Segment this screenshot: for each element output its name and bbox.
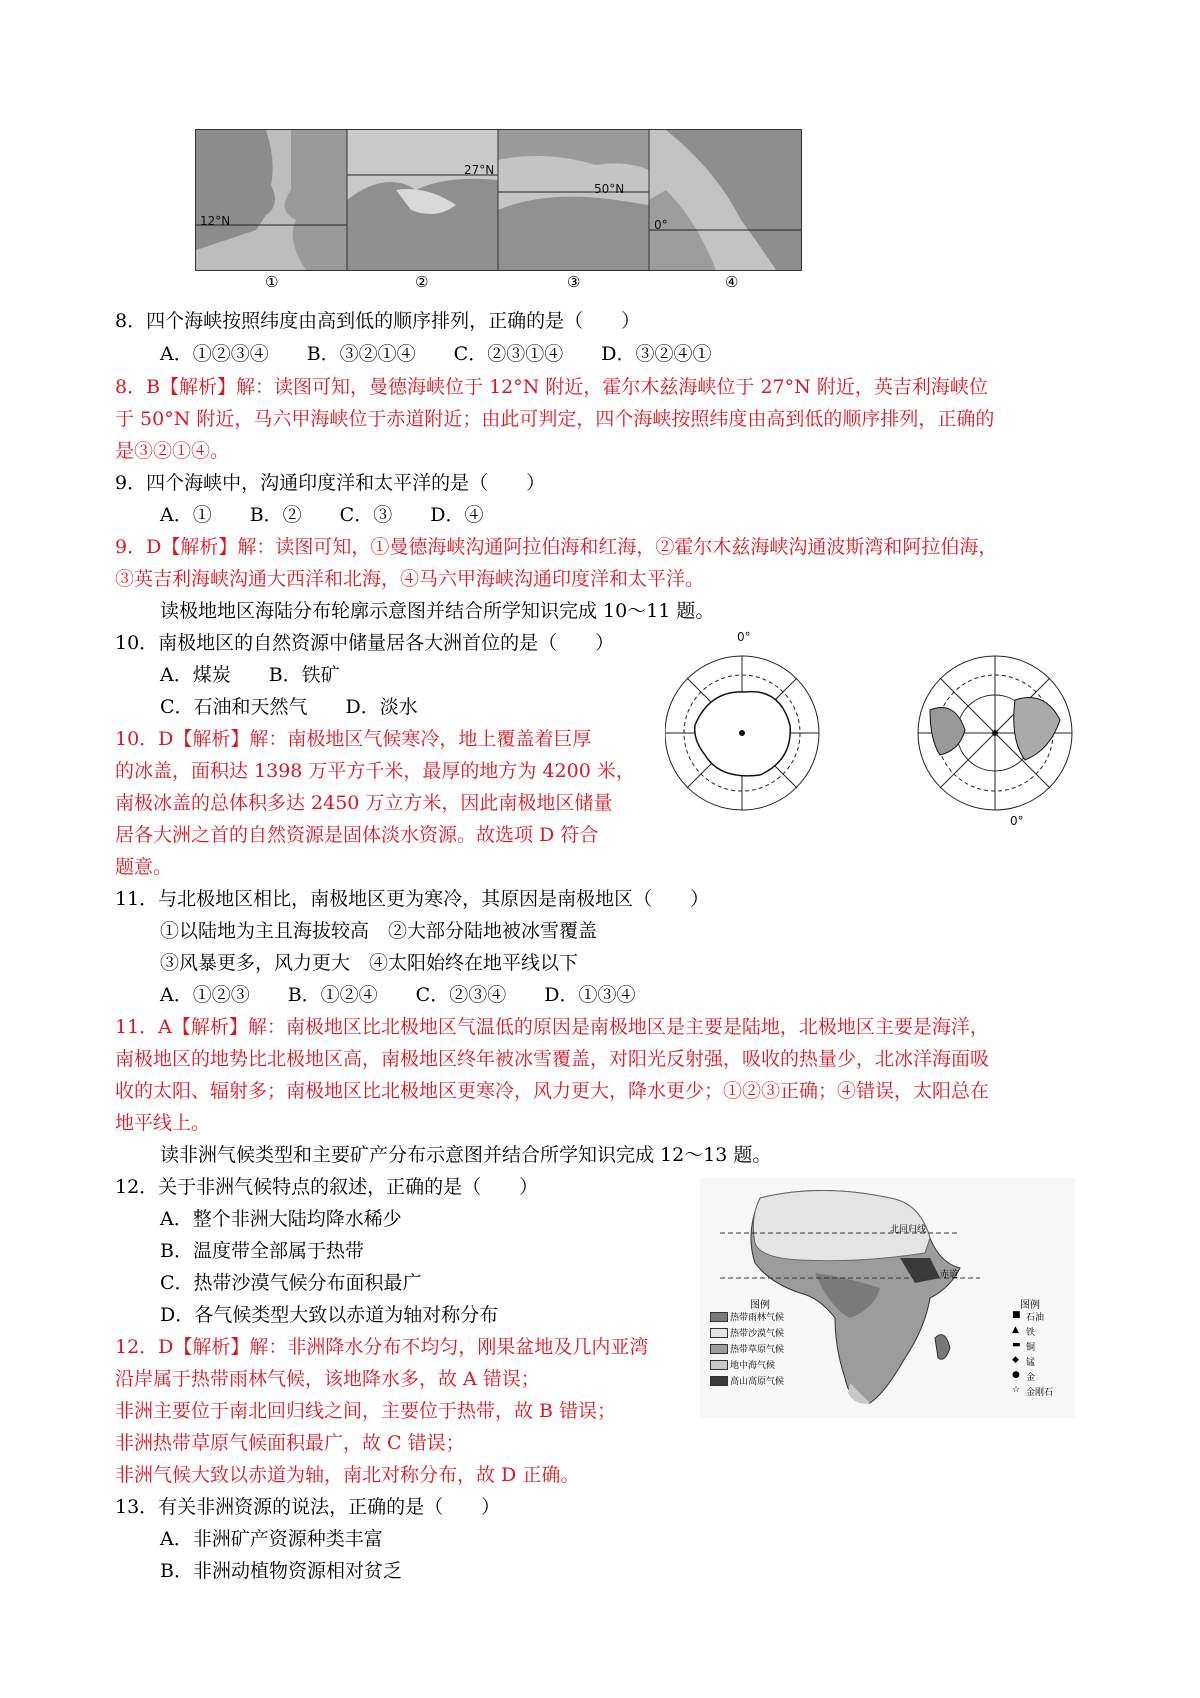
tropic-label: 北回归线 — [890, 1225, 927, 1235]
lat-label-12n: 12°N — [200, 214, 231, 228]
q12-option-b: B．温度带全部属于热带 — [160, 1240, 364, 1262]
legend-label-desert: 热带沙漠气候 — [730, 1329, 785, 1339]
q9-stem: 9．四个海峡中，沟通印度洋和太平洋的是（ ） — [115, 472, 546, 494]
legend-label-oil: 石油 — [1026, 1313, 1045, 1323]
q13-stem: 13．有关非洲资源的说法，正确的是（ ） — [115, 1496, 501, 1518]
legend-right-title: 图例 — [1020, 1300, 1040, 1311]
q9-analysis-line-2: ③英吉利海峡沟通大西洋和北海，④马六甲海峡沟通印度洋和太平洋。 — [115, 568, 705, 590]
q11-analysis-line-1: 11．A【解析】解：南极地区比北极地区气温低的原因是南极地区是主要是陆地，北极地区主要是海洋， — [115, 1016, 989, 1038]
legend-left-title: 图例 — [750, 1300, 770, 1311]
legend-label-highland: 高山高原气候 — [730, 1377, 785, 1387]
legend-label-copper: 铜 — [1026, 1343, 1036, 1353]
legend-swatch-rainforest — [710, 1312, 728, 1322]
q11-analysis-line-4: 地平线上。 — [115, 1112, 211, 1134]
q12-analysis-line-4: 非洲热带草原气候面积最广，故 C 错误； — [115, 1432, 465, 1454]
q10-options-line-1: A．煤炭 B．铁矿 — [160, 664, 340, 686]
legend-label-gold: 金 — [1026, 1373, 1036, 1383]
q10-analysis-line-2: 的冰盖，面积达 1398 万平方千米，最厚的地方为 4200 米， — [115, 760, 635, 782]
q10-analysis-line-5: 题意。 — [115, 856, 173, 878]
legend-label-manganese: 锰 — [1026, 1358, 1036, 1368]
q10-stem: 10．南极地区的自然资源中储量居各大洲首位的是（ ） — [115, 632, 615, 654]
q11-analysis-line-2: 南极地区的地势比北极地区高，南极地区终年被冰雪覆盖，对阳光反射强，吸收的热量少，北冰洋海面吸 — [115, 1048, 990, 1070]
mineral-oil-icon: ■ — [1012, 1310, 1021, 1320]
intro-10-11: 读极地地区海陆分布轮廓示意图并结合所学知识完成 10～11 题。 — [160, 600, 715, 622]
q11-statements-line-1: ①以陆地为主且海拔较高 ②大部分陆地被冰雪覆盖 — [160, 920, 598, 942]
q9-analysis-line-1: 9．D【解析】解：读图可知，①曼德海峡沟通阿拉伯海和红海，②霍尔木兹海峡沟通波斯湾和阿拉伯海， — [115, 536, 998, 558]
strait-maps-figure — [195, 129, 802, 271]
legend-right — [1012, 1310, 1072, 1410]
legend-label-mediterranean: 地中海气候 — [730, 1361, 776, 1371]
mineral-gold-icon: ● — [1012, 1370, 1020, 1380]
q12-analysis-line-2: 沿岸属于热带雨林气候，该地降水多，故 A 错误； — [115, 1368, 540, 1390]
q12-analysis-line-1: 12．D【解析】解：非洲降水分布不均匀，刚果盆地及几内亚湾 — [115, 1336, 649, 1358]
panel-label-1: ① — [265, 273, 279, 291]
q10-analysis-line-4: 居各大洲之首的自然资源是固体淡水资源。故选项 D 符合 — [115, 824, 599, 846]
q12-analysis-line-5: 非洲气候大致以赤道为轴，南北对称分布，故 D 正确。 — [115, 1464, 580, 1486]
legend-label-iron: 铁 — [1026, 1328, 1036, 1338]
q11-options: A．①②③ B．①②④ C．②③④ D．①③④ — [160, 984, 636, 1006]
lat-label-27n: 27°N — [464, 163, 495, 177]
mineral-manganese-icon: ◆ — [1012, 1355, 1019, 1365]
legend-swatch-mediterranean — [710, 1360, 728, 1370]
mineral-iron-icon: ▲ — [1012, 1325, 1019, 1335]
q8-analysis-line-1: 8．B【解析】解：读图可知，曼德海峡位于 12°N 附近，霍尔木兹海峡位于 27°N 附近，英吉利海峡位 — [115, 376, 988, 398]
polar-maps-svg — [665, 630, 1105, 830]
q12-stem: 12．关于非洲气候特点的叙述，正确的是（ ） — [115, 1176, 539, 1198]
q13-option-b: B．非洲动植物资源相对贫乏 — [160, 1560, 402, 1582]
q11-statements-line-2: ③风暴更多，风力更大 ④太阳始终在地平线以下 — [160, 952, 579, 974]
lat-label-0: 0° — [654, 218, 668, 232]
legend-left — [710, 1310, 810, 1400]
q8-analysis-line-3: 是③②①④。 — [115, 440, 230, 462]
legend-label-diamond: 金刚石 — [1026, 1388, 1054, 1398]
q11-analysis-line-3: 收的太阳、辐射多；南极地区比北极地区更寒冷，风力更大，降水更少；①②③正确；④错误，太阳总在 — [115, 1080, 990, 1102]
legend-swatch-highland — [710, 1376, 728, 1386]
legend-label-savanna: 热带草原气候 — [730, 1345, 785, 1355]
mineral-diamond-icon: ☆ — [1012, 1385, 1021, 1395]
q10-analysis-line-3: 南极冰盖的总体积多达 2450 万立方米，因此南极地区储量 — [115, 792, 613, 814]
panel-label-4: ④ — [725, 273, 739, 291]
polar-maps-figure — [665, 630, 1105, 830]
q10-analysis-line-1: 10．D【解析】解：南极地区气候寒冷，地上覆盖着巨厚 — [115, 728, 592, 750]
q13-option-a: A．非洲矿产资源种类丰富 — [160, 1528, 383, 1550]
panel-label-2: ② — [415, 273, 429, 291]
q12-analysis-line-3: 非洲主要位于南北回归线之间，主要位于热带，故 B 错误； — [115, 1400, 617, 1422]
q11-stem: 11．与北极地区相比，南极地区更为寒冷，其原因是南极地区（ ） — [115, 888, 710, 910]
q12-option-a: A．整个非洲大陆均降水稀少 — [160, 1208, 402, 1230]
lat-label-50n: 50°N — [594, 182, 625, 196]
q12-option-c: C．热带沙漠气候分布面积最广 — [160, 1272, 422, 1294]
polar-bottom-label: 0° — [1010, 814, 1024, 828]
strait-maps-svg — [196, 130, 801, 270]
panel-label-3: ③ — [567, 273, 581, 291]
equator-label: 赤道 — [940, 1270, 959, 1280]
q12-option-d: D．各气候类型大致以赤道为轴对称分布 — [160, 1304, 499, 1326]
q8-analysis-line-2: 于 50°N 附近，马六甲海峡位于赤道附近；由此可判定，四个海峡按照纬度由高到低的顺序排列，正确的 — [115, 408, 995, 430]
intro-12-13: 读非洲气候类型和主要矿产分布示意图并结合所学知识完成 12～13 题。 — [160, 1144, 772, 1166]
q8-options: A．①②③④ B．③②①④ C．②③①④ D．③②④① — [160, 343, 712, 365]
q10-options-line-2: C．石油和天然气 D．淡水 — [160, 696, 418, 718]
polar-top-label: 0° — [737, 630, 751, 644]
legend-swatch-savanna — [710, 1344, 728, 1354]
africa-map-figure — [700, 1178, 1075, 1418]
q9-options: A．① B．② C．③ D．④ — [160, 504, 484, 526]
q8-stem: 8．四个海峡按照纬度由高到低的顺序排列，正确的是（ ） — [115, 310, 641, 332]
mineral-copper-icon: ▬ — [1012, 1340, 1021, 1350]
legend-swatch-desert — [710, 1328, 728, 1338]
legend-label-rainforest: 热带雨林气候 — [730, 1313, 785, 1323]
